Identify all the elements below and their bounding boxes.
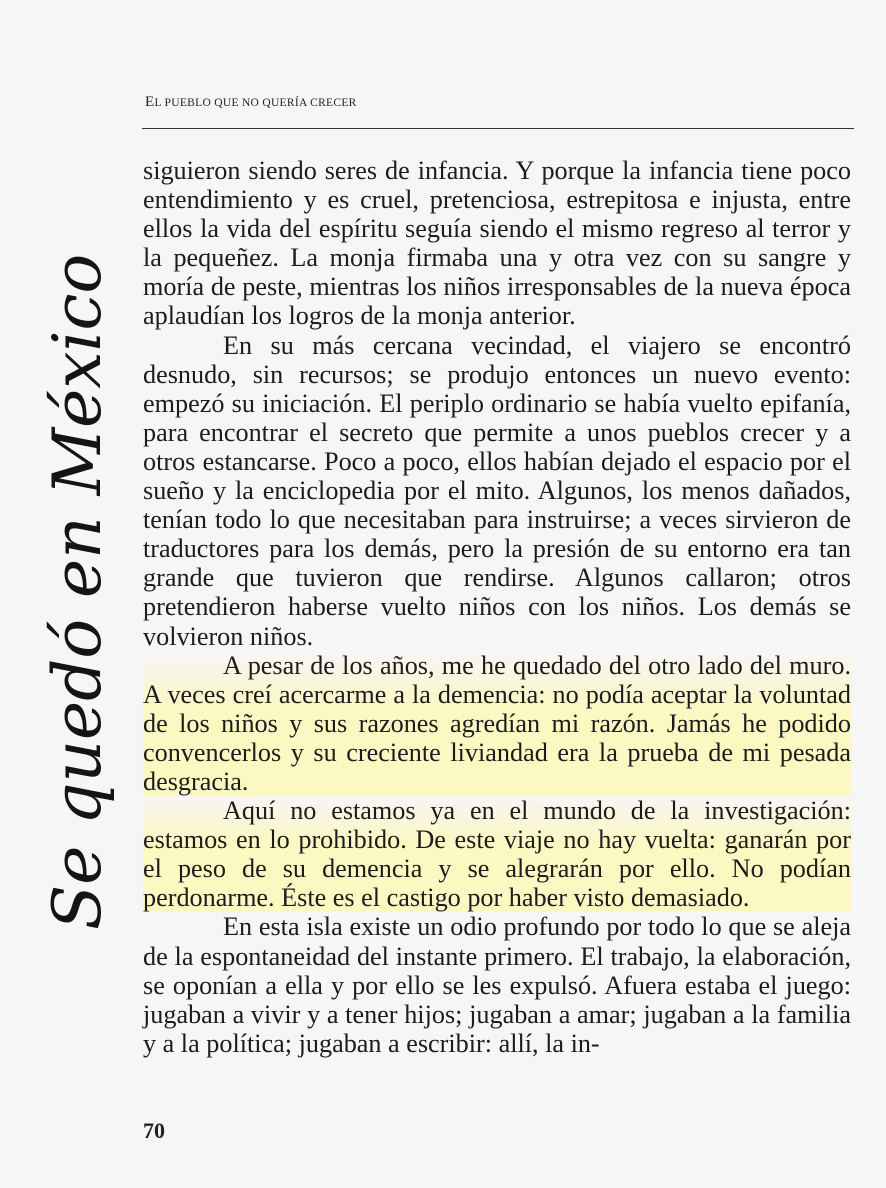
paragraph-1: siguieron siendo seres de infancia. Y porque la infancia tiene poco entendimiento y es cruel, pretenciosa, estrepitosa e injusta, entre ellos la vida del espíritu seguía siendo el mismo regreso al terror y la pequeñez. La monja firmaba una y otra vez con su sangre y moría de peste, mientras los niños irresponsables de la nueva época aplaudían los logros de la monja anterior. <box>143 156 851 331</box>
header-rule <box>142 128 854 129</box>
paragraph-3: A pesar de los años, me he quedado del otro lado del muro. A veces creí acercarme a la demencia: no podía aceptar la voluntad de los niños y sus razones agredían mi razón. Jamás he podido convencerlos y su creciente liviandad era la prueba de mi pesada desgracia. <box>143 650 851 796</box>
body-text <box>143 156 851 1058</box>
paragraph-2: En su más cercana vecindad, el viajero se encontró desnudo, sin recursos; se produjo entonces un nuevo evento: empezó su iniciación. El periplo ordinario se había vuelto epifanía, para encontrar el secreto que permite a unos pueblos crecer y a otros estancarse. Poco a poco, ellos habían dejado el espacio por el sueño y la enciclopedia por el mito. Algunos, los menos dañados, tenían todo lo que necesitaban para instruirse; a veces sirvieron de traductores para los demás, pero la presión de su entorno era tan grande que tuvieron que rendirse. Algunos callaron; otros pretendieron haberse vuelto niños con los niños. Los demás se volvieron niños. <box>143 330 851 651</box>
paragraph-5: En esta isla existe un odio profundo por todo lo que se aleja de la espontaneidad del instante primero. El trabajo, la elaboración, se oponían a ella y por ello se les expulsó. Afuera estaba el juego: jugaban a vivir y a tener hijos; jugaban a amar; jugaban a la familia y a la política; jugaban a escribir: allí, la in- <box>143 912 851 1058</box>
paragraph-4: Aquí no estamos ya en el mundo de la investigación: estamos en lo prohibido. De este viaje no hay vuelta: ganarán por el peso de su demencia y se alegrarán por ello. No podían perdonarme. Éste es el castigo por haber visto demasiado. <box>143 796 851 913</box>
handwritten-margin-note <box>28 253 124 930</box>
handwriting-svg <box>28 253 124 930</box>
page-number: 70 <box>143 1118 165 1143</box>
margin-note-text: Se quedó en México <box>39 253 116 930</box>
running-head-text: L PUEBLO QUE NO QUERÍA CRECER <box>154 97 357 109</box>
running-head <box>145 94 357 111</box>
running-head-initial: E <box>145 94 155 110</box>
